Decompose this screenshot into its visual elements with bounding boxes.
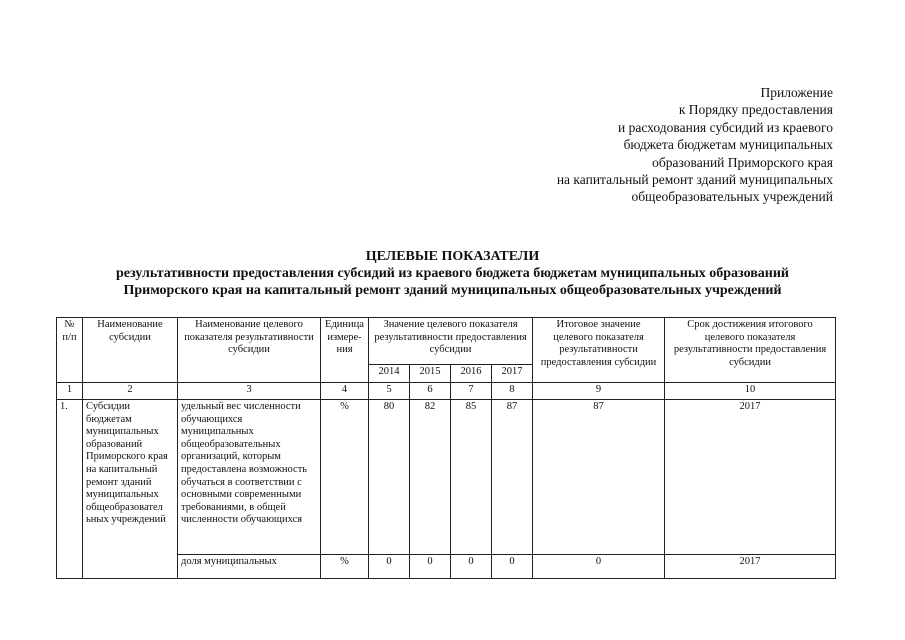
column-number: 2 — [83, 383, 178, 400]
row-unit: % — [321, 400, 369, 555]
header-year: 2014 — [369, 365, 410, 383]
row-value-2017: 87 — [492, 400, 533, 555]
header-deadline: Срок достижения итогового целевого показателя результативности предоставления субсидии — [665, 318, 836, 383]
appendix-line: общеобразовательных учреждений — [631, 189, 833, 205]
header-year: 2016 — [451, 365, 492, 383]
header-unit: Единица измере-ния — [321, 318, 369, 383]
column-number: 3 — [178, 383, 321, 400]
column-number: 1 — [57, 383, 83, 400]
table-row — [57, 400, 836, 555]
indicators-table — [56, 317, 836, 579]
column-number-row — [57, 383, 836, 400]
column-number: 5 — [369, 383, 410, 400]
appendix-line: и расходования субсидий из краевого — [618, 119, 833, 135]
column-number: 6 — [410, 383, 451, 400]
column-number: 8 — [492, 383, 533, 400]
row-value-2017: 0 — [492, 555, 533, 579]
row-final-value: 0 — [533, 555, 665, 579]
row-indicator: доля муниципальных — [178, 555, 321, 579]
appendix-line: Приложение — [760, 85, 833, 100]
appendix-line: на капитальный ремонт зданий муниципальных — [556, 172, 833, 188]
row-value-2014: 0 — [369, 555, 410, 579]
row-indicator: удельный вес численности обучающихся муниципальных общеобразовательных организаций, которым предоставлена возможность обучаться в соответствии с основными современными требованиями, в общей численности обучающихся — [178, 400, 321, 555]
row-value-2015: 0 — [410, 555, 451, 579]
row-subsidy: Субсидии бюджетам муниципальных образований Приморского края на капитальный ремонт зданий муниципальных общеобразовател ьных учреждений — [83, 400, 178, 579]
row-final-value: 87 — [533, 400, 665, 555]
column-number: 10 — [665, 383, 836, 400]
title-subtitle: результативности предоставления субсидий из краевого бюджета бюджетам муниципальных образований — [115, 266, 789, 281]
row-num: 1. — [57, 400, 83, 579]
header-num: № п/п — [57, 318, 83, 383]
header-value-group: Значение целевого показателя результативности предоставления субсидии — [369, 318, 533, 365]
title-subtitle: Приморского края на капитальный ремонт зданий муниципальных общеобразовательных учреждений — [123, 283, 782, 298]
appendix-line: к Порядку предоставления — [678, 102, 833, 118]
row-value-2016: 0 — [451, 555, 492, 579]
row-value-2014: 80 — [369, 400, 410, 555]
appendix-line: образований Приморского края — [652, 154, 833, 170]
column-number: 4 — [321, 383, 369, 400]
column-number: 9 — [533, 383, 665, 400]
appendix-line: бюджета бюджетам муниципальных — [623, 137, 833, 153]
column-number: 7 — [451, 383, 492, 400]
document-title — [0, 248, 905, 299]
appendix-block — [557, 84, 833, 206]
header-year: 2017 — [492, 365, 533, 383]
header-subsidy: Наименование субсидии — [83, 318, 178, 383]
header-year: 2015 — [410, 365, 451, 383]
row-value-2016: 85 — [451, 400, 492, 555]
row-value-2015: 82 — [410, 400, 451, 555]
header-indicator: Наименование целевого показателя результативности субсидии — [178, 318, 321, 383]
row-deadline: 2017 — [665, 555, 836, 579]
header-final-value: Итоговое значение целевого показателя результативности предоставления субсидии — [533, 318, 665, 383]
title-main: ЦЕЛЕВЫЕ ПОКАЗАТЕЛИ — [365, 249, 540, 264]
row-deadline: 2017 — [665, 400, 836, 555]
row-unit: % — [321, 555, 369, 579]
